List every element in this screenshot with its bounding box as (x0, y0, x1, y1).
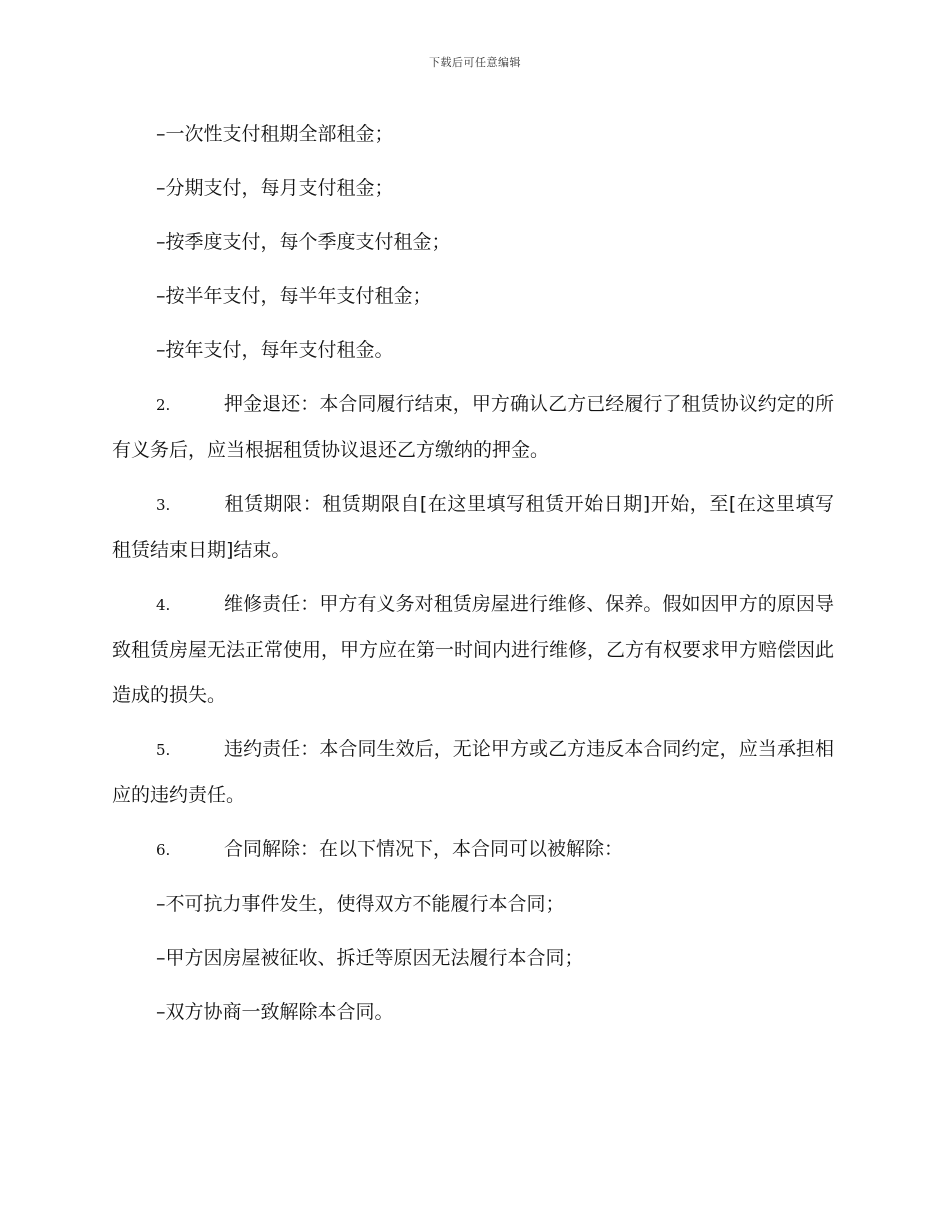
payment-option-item: –按半年支付，每半年支付租金； (156, 285, 432, 307)
clause-deposit-return (112, 382, 834, 473)
termination-condition-item: –不可抗力事件发生，使得双方不能履行本合同； (156, 893, 565, 915)
clause-number: 5. (156, 741, 171, 759)
clause-text: 维修责任：甲方有义务对租赁房屋进行维修、保养。假如因甲方的原因导致租赁房屋无法正常使用，甲方应在第一时间内进行维修，乙方有权要求甲方赔偿因此造成的损失。 (112, 593, 835, 706)
clause-termination (112, 827, 834, 873)
termination-condition-item: –甲方因房屋被征收、拆迁等原因无法履行本合同； (156, 947, 584, 969)
clause-maintenance (112, 582, 834, 718)
clause-number: 3. (156, 496, 171, 514)
clause-text: 违约责任：本合同生效后，无论甲方或乙方违反本合同约定，应当承担相应的违约责任。 (112, 738, 834, 806)
clause-number: 2. (156, 396, 171, 414)
clause-number: 6. (156, 841, 171, 859)
clause-breach-liability (112, 727, 834, 818)
payment-option-item: –按季度支付，每个季度支付租金； (156, 231, 451, 253)
clause-number: 4. (156, 596, 171, 614)
clause-text: 租赁期限：租赁期限自[在这里填写租赁开始日期]开始，至[在这里填写租赁结束日期]结束。 (112, 493, 834, 561)
document-body (112, 112, 834, 1044)
clause-text: 押金退还：本合同履行结束，甲方确认乙方已经履行了租赁协议约定的所有义务后，应当根据租赁协议退还乙方缴纳的押金。 (112, 393, 834, 461)
clause-lease-term (112, 482, 834, 573)
payment-option-item: –一次性支付租期全部租金； (156, 123, 394, 145)
payment-option-item: –按年支付，每年支付租金。 (156, 339, 394, 361)
clause-text: 合同解除：在以下情况下，本合同可以被解除： (224, 838, 624, 860)
termination-condition-item: –双方协商一致解除本合同。 (156, 1001, 394, 1023)
payment-option-item: –分期支付，每月支付租金； (156, 177, 394, 199)
page-header: 下载后可任意编辑 (429, 56, 521, 69)
